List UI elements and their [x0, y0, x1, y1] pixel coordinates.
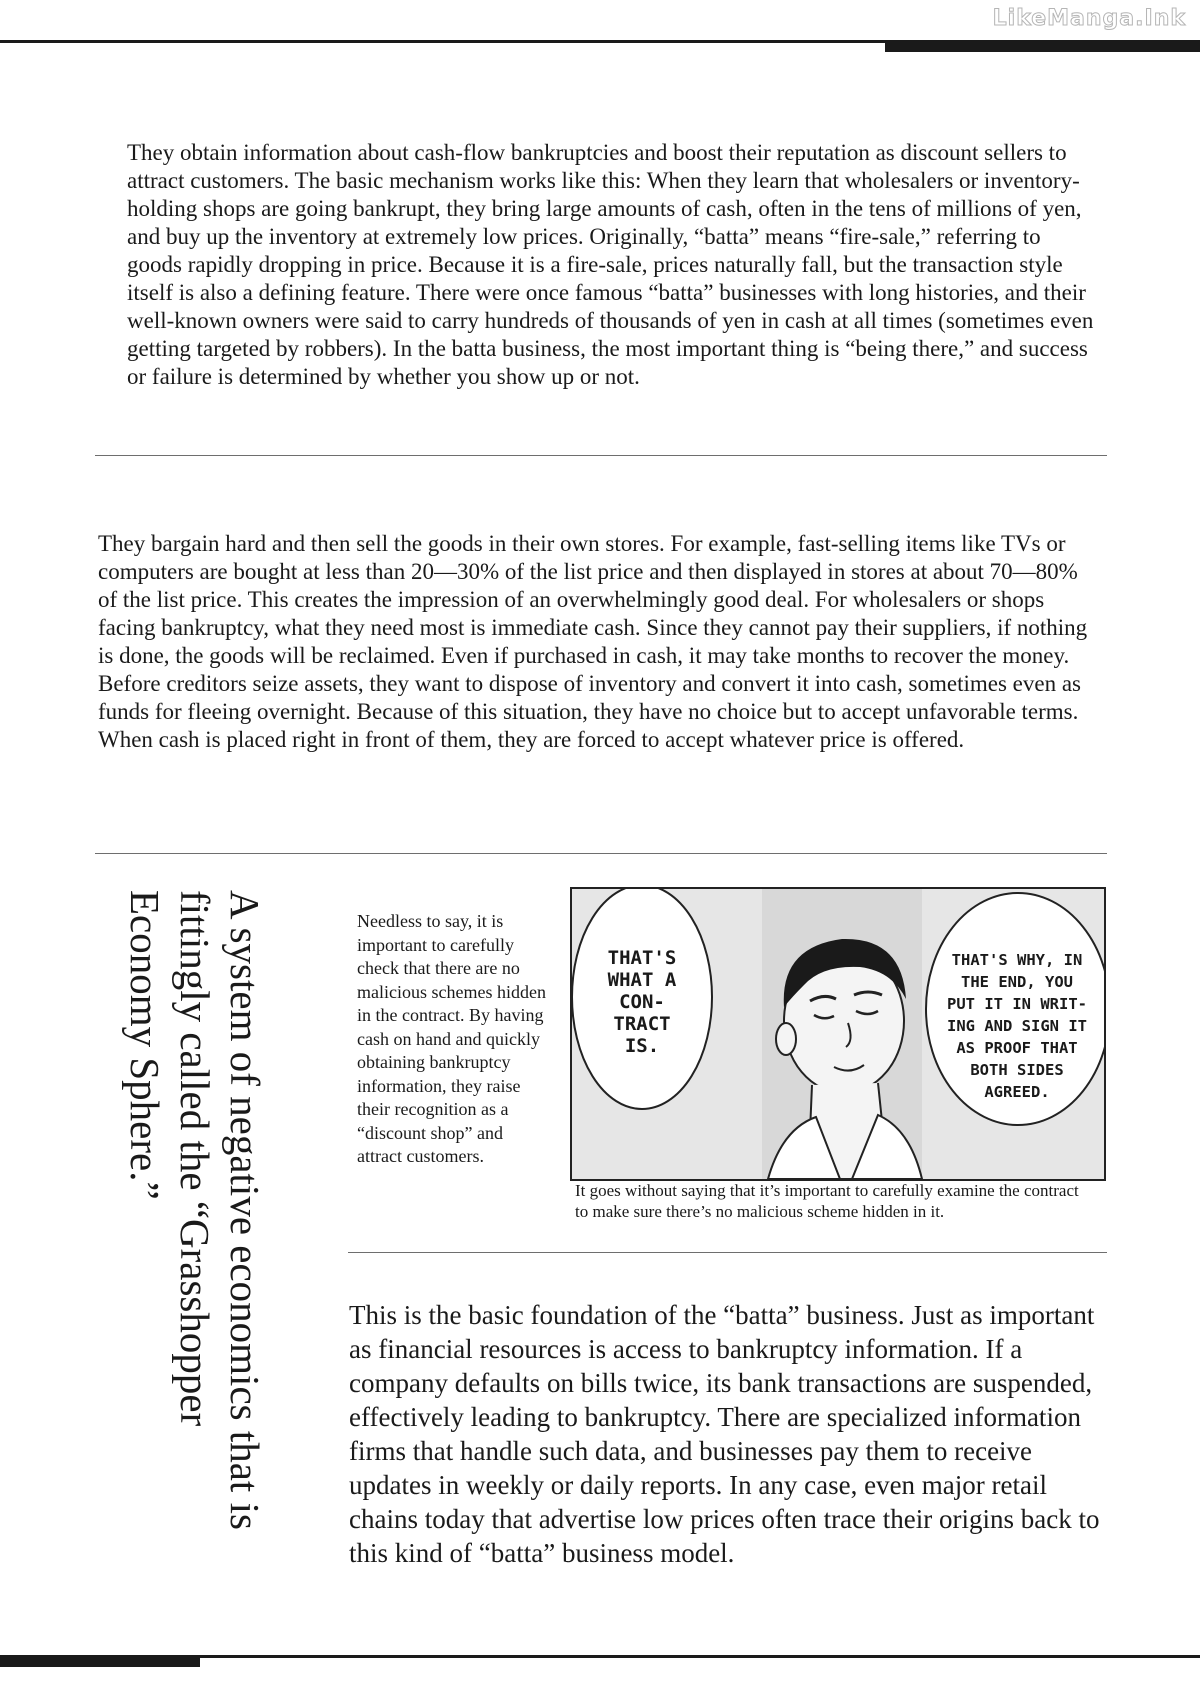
bubble-right-text: THAT'S WHY, IN THE END, YOU PUT IT IN WRIT- ING AND SIGN IT AS PROOF THAT BOTH SIDES AGREED. — [947, 951, 1087, 1101]
vertical-title-line-3: Economy Sphere.” — [122, 890, 168, 1200]
manga-panel — [570, 887, 1106, 1181]
bottom-rule-thin — [200, 1655, 1200, 1658]
paragraph-intro: They obtain information about cash-flow bankruptcies and boost their reputation as discount sellers to attract customers. The basic mechanism works like this: When they learn that wholesalers or inventory-holding shops are going bankrupt, they bring large amounts of cash, often in the tens of millions of yen, and buy up the inventory at extremely low prices. Originally, “batta” means “fire-sale,” referring to goods rapidly dropping in price. Because it is a fire-sale, prices naturally fall, but the transaction style itself is also a defining feature. There were once famous “batta” businesses with long histories, and their well-known owners were said to carry hundreds of thousands of yen in cash at all times (sometimes even getting targeted by robbers). In the batta business, the most important thing is “being there,” and success or failure is determined by whether you show up or not. — [127, 140, 1094, 389]
divider-3 — [348, 1252, 1107, 1253]
bubble-left-text: THAT'S WHAT A CON- TRACT IS. — [607, 947, 677, 1057]
panel-caption: It goes without saying that it’s important to carefully examine the contract to make sure there’s no malicious scheme hidden in it. — [575, 1181, 1079, 1221]
top-rule-thin — [0, 40, 885, 43]
divider-2 — [95, 853, 1107, 854]
vertical-title-line-2: fittingly called the “Grasshopper — [172, 890, 218, 1427]
bottom-rule-thick — [0, 1655, 200, 1667]
watermark: LikeManga.Ink — [992, 6, 1186, 31]
paragraph-foundation: This is the basic foundation of the “batta” business. Just as important as financial resources is access to bankruptcy information. If a company defaults on bills twice, its bank transactions are suspended, effectively leading to bankruptcy. There are specialized information firms that handle such data, and businesses pay them to receive updates in weekly or daily reports. In any case, even major retail chains today that advertise low prices often trace their origins back to this kind of “batta” business model. — [349, 1300, 1100, 1568]
paragraph-bargain: They bargain hard and then sell the goods in their own stores. For example, fast-selling items like TVs or computers are bought at less than 20—30% of the list price and then displayed in stores at about 70—80% of the list price. This creates the impression of an overwhelmingly good deal. For wholesalers or shops facing bankruptcy, what they need most is immediate cash. Since they cannot pay their suppliers, if nothing is done, the goods will be reclaimed. Even if purchased in cash, it may take months to recover the money. Before creditors seize assets, they want to dispose of inventory and convert it into cash, sometimes even as funds for fleeing overnight. Because of this situation, they have no choice but to accept unfavorable terms. When cash is placed right in front of them, they are forced to accept whatever price is offered. — [98, 531, 1088, 752]
divider-1 — [95, 455, 1107, 456]
vertical-title-line-1: A system of negative economics that is — [222, 890, 268, 1530]
side-note: Needless to say, it is important to carefully check that there are no malicious schemes hidden in the contract. By having cash on hand and quickly obtaining bankruptcy information, they raise their recognition as a “discount shop” and attract customers. — [357, 911, 546, 1166]
top-rule-thick — [885, 40, 1200, 52]
vertical-title — [120, 890, 270, 1590]
